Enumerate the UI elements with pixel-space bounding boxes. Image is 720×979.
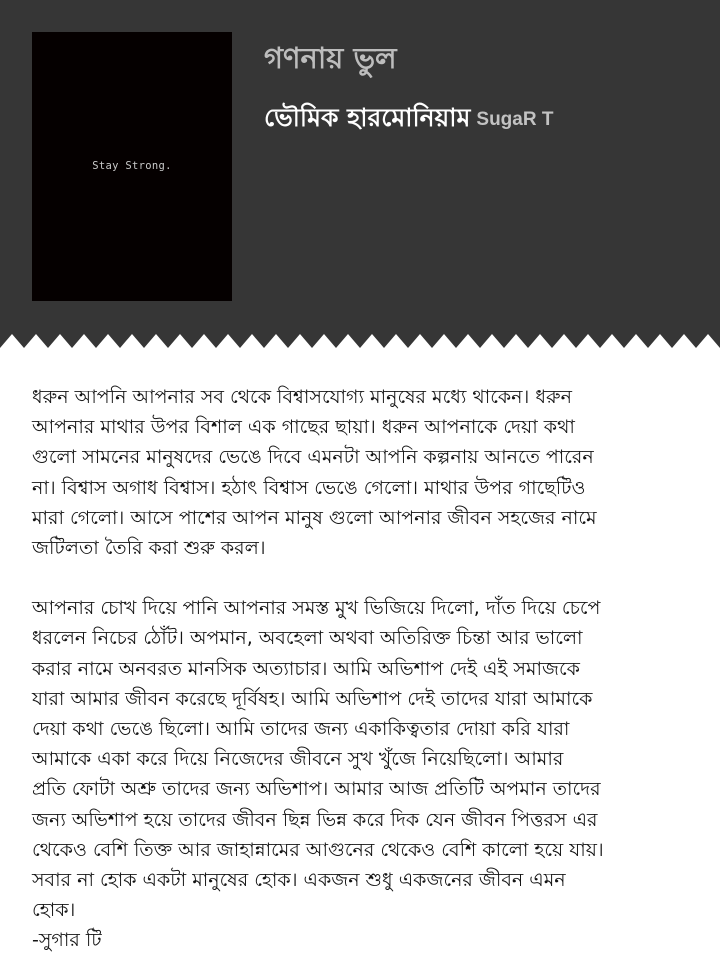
author-alias[interactable]: SugaR T (476, 109, 554, 130)
text-line: ধরুন আপনি আপনার সব থেকে বিশ্বাসযোগ্য মানুষের মধ্যে থাকেন। ধরুন (32, 386, 572, 408)
paragraph-1 (32, 382, 704, 563)
text-line: যারা আমার জীবন করেছে দূর্বিষহ। আমি অভিশাপ দেই তাদের যারা আমাকে (32, 687, 593, 710)
author-name[interactable]: ভৌমিক হারমোনিয়াম (264, 103, 471, 132)
text-line: ধরলেন নিচের ঠোঁট। অপমান, অবহেলা অথবা অতিরিক্ত চিন্তা আর ভালো (32, 627, 583, 650)
zigzag-divider (0, 332, 720, 352)
paragraph-2 (32, 593, 704, 955)
text-line: মারা গেলো। আসে পাশের আপন মানুষ গুলো আপনার জীবন সহজের নামে (32, 506, 597, 529)
text-line: আপনার মাথার উপর বিশাল এক গাছের ছায়া। ধরুন আপনাকে দেয়া কথা (32, 416, 575, 439)
text-line: আপনার চোখ দিয়ে পানি আপনার সমস্ত মুখ ভিজিয়ে দিলো, দাঁত দিয়ে চেপে (32, 597, 601, 620)
text-line: না। বিশ্বাস অগাধ বিশ্বাস। হঠাৎ বিশ্বাস ভেঙে গেলো। মাথার উপর গাছেটিও (32, 476, 586, 499)
cover-text: Stay Strong. (92, 160, 172, 172)
text-line: থেকেও বেশি তিক্ত আর জাহান্নামের আগুনের থেকেও বেশি কালো হয়ে যায়। (32, 838, 604, 861)
paragraph-gap (32, 563, 704, 593)
story-header (0, 0, 720, 350)
author-line (264, 98, 553, 141)
text-line: প্রতি ফোটা অশ্রু তাদের জন্য অভিশাপ। আমার আজ প্রতিটি অপমান তাদের (32, 778, 601, 801)
text-line: সবার না হোক একটা মানুষের হোক। একজন শুধু একজনের জীবন এমন (32, 869, 566, 892)
text-line: করার নামে অনবরত মানসিক অত্যাচার। আমি অভিশাপ দেই এই সমাজকে (32, 657, 580, 680)
text-line: আমাকে একা করে দিয়ে নিজেদের জীবনে সুখ খুঁজে নিয়েছিলো। আমার (32, 748, 564, 771)
story-title: গণনায় ভুল (264, 41, 397, 75)
cover-image[interactable] (32, 32, 232, 301)
text-line: জন্য অভিশাপ হয়ে তাদের জীবন ছিন্ন ভিন্ন করে দিক যেন জীবন পিত্তরস এর (32, 808, 598, 831)
story-body (32, 382, 704, 956)
text-line: দেয়া কথা ভেঙে ছিলো। আমি তাদের জন্য একাকিত্বতার দোয়া করি যারা (32, 718, 570, 741)
signature-text: -সুগার টি (32, 929, 102, 952)
text-line: গুলো সামনের মানুষদের ভেঙে দিবে এমনটা আপনি কল্পনায় আনতে পারেন (32, 446, 594, 469)
text-line: জটিলতা তৈরি করা শুরু করল। (32, 537, 266, 560)
text-line: হোক। (32, 899, 76, 922)
